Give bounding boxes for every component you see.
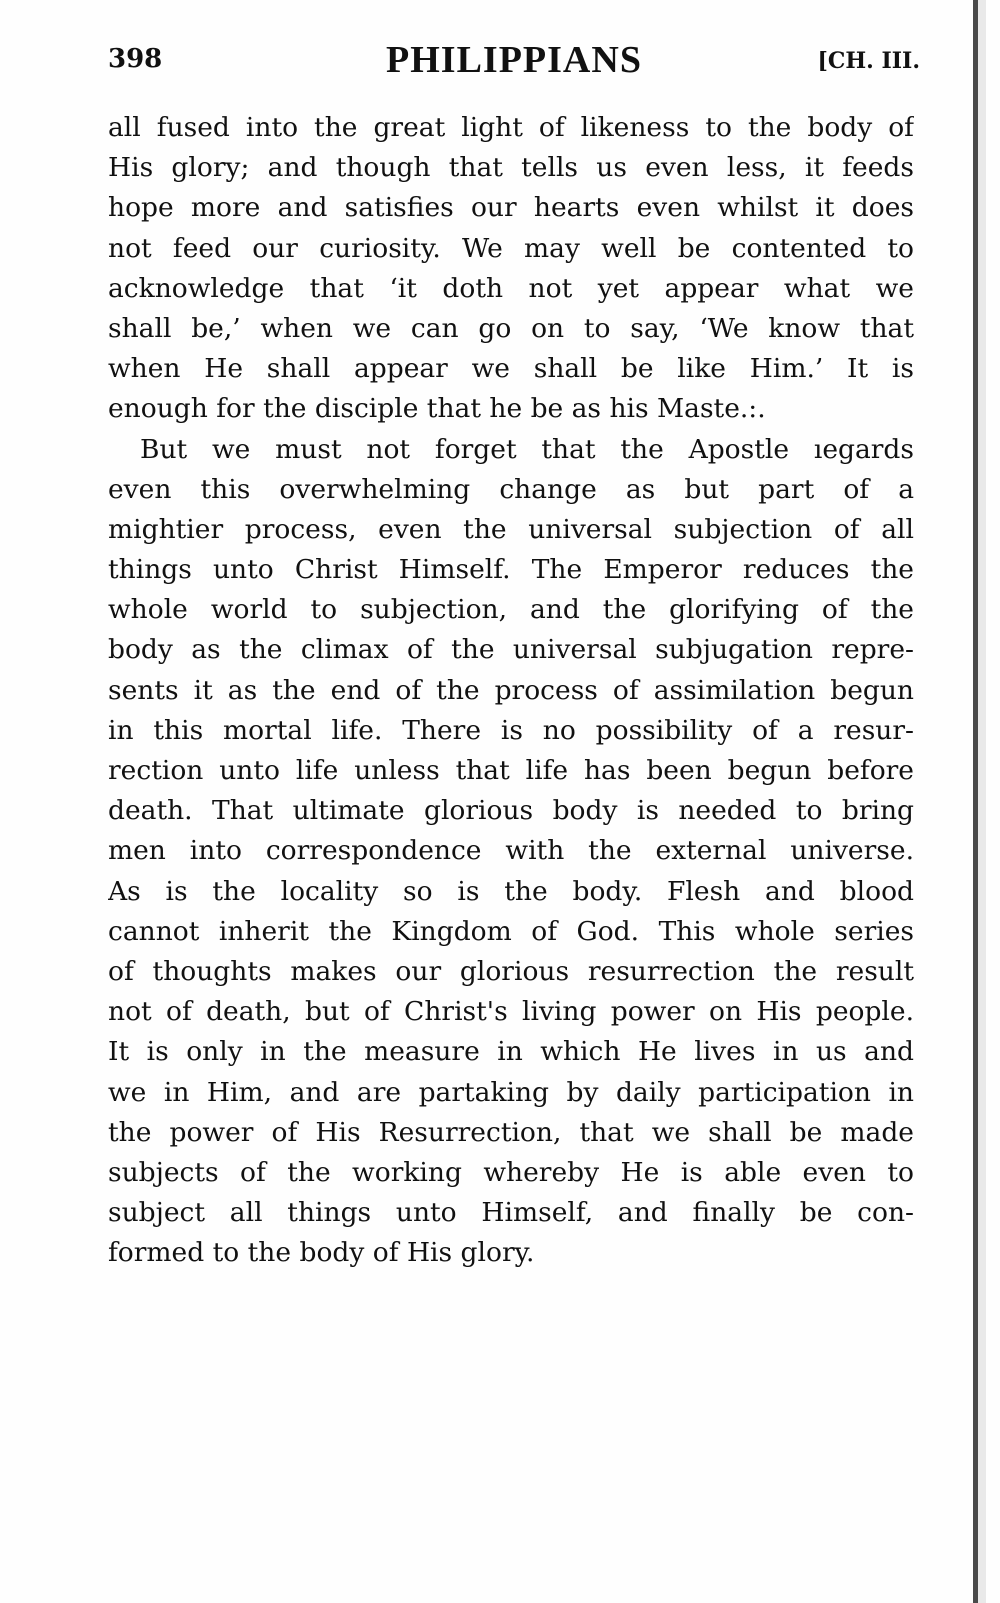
text-line: formed to the body of His glory. — [108, 1237, 535, 1269]
text-line: not feed our curiosity. We may well be contented to — [108, 232, 914, 264]
text-line: But we must not forget that the Apostle ıegards — [140, 433, 914, 465]
page-binding-edge — [973, 0, 978, 1603]
text-line: death. That ultimate glorious body is needed to bring — [108, 795, 914, 827]
text-line: His glory; and though that tells us even less, it feeds — [108, 152, 914, 184]
text-line: rection unto life unless that life has been begun before — [108, 755, 914, 786]
text-line: enough for the disciple that he be as his Maste.:. — [108, 393, 766, 425]
text-line: in this mortal life. There is no possibility of a resur- — [108, 714, 914, 746]
text-line: body as the climax of the universal subjugation repre- — [108, 634, 914, 666]
text-line: mightier process, even the universal subjection of all — [108, 513, 914, 545]
text-line: even this overwhelming change as but part of a — [108, 473, 914, 505]
text-line: the power of His Resurrection, that we shall be made — [108, 1116, 914, 1148]
text-line: of thoughts makes our glorious resurrection the result — [108, 955, 914, 987]
text-line: acknowledge that ‘it doth not yet appear what we — [108, 272, 914, 304]
text-line: sents it as the end of the process of assimilation begun — [108, 674, 914, 706]
chapter-reference: [CH. III. — [817, 48, 920, 74]
paragraph-2 — [108, 430, 914, 1274]
text-line: whole world to subjection, and the glorifying of the — [108, 594, 914, 626]
text-line: cannot inherit the Kingdom of God. This whole series — [108, 915, 914, 947]
text-line: men into correspondence with the external universe. — [108, 835, 914, 867]
book-title: PHILIPPIANS — [386, 39, 642, 81]
text-line: As is the locality so is the body. Flesh and blood — [108, 875, 914, 907]
text-line: not of death, but of Christ's living power on His people. — [108, 996, 914, 1028]
text-line: subject all things unto Himself, and finally be con- — [108, 1197, 914, 1229]
text-line: subjects of the working whereby He is able even to — [108, 1156, 914, 1188]
text-line: shall be,’ when we can go on to say, ‘We know that — [108, 312, 914, 344]
text-line: when He shall appear we shall be like Him.’ It is — [108, 353, 914, 385]
text-body — [108, 108, 914, 1273]
paragraph-1 — [108, 108, 914, 430]
text-line: all fused into the great light of likeness to the body of — [108, 112, 914, 143]
text-line: we in Him, and are partaking by daily participation in — [108, 1076, 914, 1108]
text-line: hope more and satisfies our hearts even whilst it does — [108, 192, 914, 224]
running-head — [108, 38, 920, 88]
text-line: It is only in the measure in which He lives in us and — [108, 1036, 914, 1068]
page-edge-shadow — [978, 0, 986, 1603]
text-line: things unto Christ Himself. The Emperor reduces the — [108, 554, 914, 586]
page-number: 398 — [108, 44, 163, 74]
